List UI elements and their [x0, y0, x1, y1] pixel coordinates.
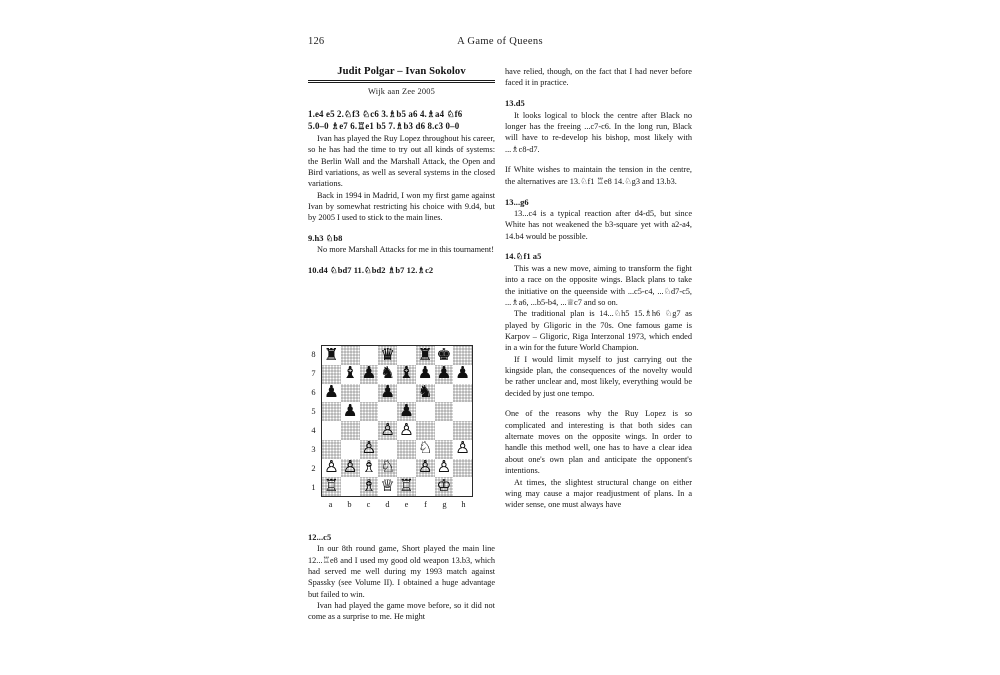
right-paragraph-8: One of the reasons why the Ruy Lopez is so complicated and interesting is that both sides can alternate moves on the opposite wings. In order to handle this method well, one has to have a clear idea about one's own plan and anticipate the opponent's intentions. [505, 409, 692, 476]
board-square-c1 [360, 477, 379, 496]
chess-piece: ♟ [323, 382, 339, 402]
opening-moves-line-2: 5.0–0 ♗e7 6.♖e1 b5 7.♗b3 d6 8.c3 0–0 [308, 121, 460, 132]
file-label: c [366, 499, 371, 509]
board-square-a5 [322, 402, 341, 421]
rank-label: 7 [311, 369, 316, 378]
board-square-b5 [341, 402, 360, 421]
chess-piece: ♙ [323, 457, 339, 477]
chess-piece: ♙ [398, 419, 414, 439]
move-heading-13g6: 13...g6 [505, 196, 529, 207]
chess-piece: ♟ [436, 363, 452, 383]
chess-piece: ♕ [380, 475, 396, 495]
board-square-f5 [416, 402, 435, 421]
rank-label: 6 [311, 388, 316, 397]
board-square-a7 [322, 365, 341, 384]
board-square-h3 [453, 440, 472, 459]
board-square-d4 [378, 421, 397, 440]
move-heading-13d5: 13.d5 [505, 98, 525, 109]
file-label: f [424, 499, 427, 509]
board-square-d3 [378, 440, 397, 459]
board-square-d1 [378, 477, 397, 496]
board-square-b8 [341, 346, 360, 365]
chess-piece: ♘ [380, 457, 396, 477]
chess-piece: ♙ [342, 457, 358, 477]
right-paragraph-2: It looks logical to block the centre after Black no longer has the freeing ...c7-c6. In the long run, Black will have to re-develop his bishop, most likely with ...♗c8-d7. [505, 110, 692, 154]
board-square-f3 [416, 440, 435, 459]
board-square-g2 [435, 459, 454, 478]
board-square-d2 [378, 459, 397, 478]
board-square-h2 [453, 459, 472, 478]
board-square-b1 [341, 477, 360, 496]
rank-labels [308, 345, 319, 497]
board-square-h7 [453, 365, 472, 384]
game-players: Judit Polgar – Ivan Sokolov [337, 66, 466, 77]
right-paragraph-7: If I would limit myself to just carrying out the kingside plan, the consequences of the novelty would be rather unclear and, most likely, everything would be decided by just one tempo. [505, 354, 692, 398]
board-square-b6 [341, 384, 360, 403]
board-square-g5 [435, 402, 454, 421]
right-column [505, 66, 692, 511]
board-square-h6 [453, 384, 472, 403]
rank-label: 1 [311, 483, 316, 492]
rank-label: 3 [311, 445, 316, 454]
board-square-f6 [416, 384, 435, 403]
board-square-b2 [341, 459, 360, 478]
board-square-f1 [416, 477, 435, 496]
board-square-a2 [322, 459, 341, 478]
chess-piece: ♛ [380, 344, 396, 364]
board-square-e1 [397, 477, 416, 496]
chess-piece: ♞ [417, 382, 433, 402]
game-header [308, 66, 495, 96]
board-square-h4 [453, 421, 472, 440]
chess-piece: ♙ [361, 438, 377, 458]
rank-label: 2 [311, 464, 316, 473]
board-square-g7 [435, 365, 454, 384]
file-label: d [385, 499, 390, 509]
board-square-d8 [378, 346, 397, 365]
chess-piece: ♙ [417, 457, 433, 477]
chess-piece: ♖ [323, 475, 339, 495]
move-heading-14: 14.♘f1 a5 [505, 251, 542, 262]
board-square-e2 [397, 459, 416, 478]
board-square-f7 [416, 365, 435, 384]
paragraph-4: In our 8th round game, Short played the main line 12...♖e8 and I used my good old weapon 13.b3, which had served me well during my 1993 match against Spassky (see Volume II). I obtained a huge advantage but failed to win. [308, 544, 495, 599]
chess-piece: ♟ [361, 363, 377, 383]
board-square-c2 [360, 459, 379, 478]
right-paragraph-4: 13...c4 is a typical reaction after d4-d5, but since White has not weakened the b3-square yet with a2-a4, 14.b4 would be possible. [505, 208, 692, 241]
running-head [308, 36, 692, 52]
chess-piece: ♖ [398, 475, 414, 495]
move-heading-10: 10.d4 ♘bd7 11.♘bd2 ♗b7 12.♗c2 [308, 265, 434, 276]
board-outer [311, 344, 473, 511]
board-square-f2 [416, 459, 435, 478]
chess-piece: ♙ [436, 457, 452, 477]
board-square-e3 [397, 440, 416, 459]
board-square-e4 [397, 421, 416, 440]
rank-label: 8 [311, 350, 316, 359]
board-square-e5 [397, 402, 416, 421]
chess-piece: ♜ [417, 344, 433, 364]
board-square-f8 [416, 346, 435, 365]
board-square-a1 [322, 477, 341, 496]
board-square-c3 [360, 440, 379, 459]
opening-moves-line-1: 1.e4 e5 2.♘f3 ♘c6 3.♗b5 a6 4.♗a4 ♘f6 [308, 109, 463, 119]
chess-piece: ♟ [455, 363, 471, 383]
chess-piece: ♘ [417, 438, 433, 458]
move-heading-9: 9.h3 ♘b8 [308, 233, 343, 244]
left-column [308, 108, 495, 277]
right-paragraph-6: The traditional plan is 14...♘h5 15.♗h6 ♘g7 as played by Gligoric in the 70s. One famous game is Karpov – Gligoric, Riga Interzonal 1973, which ended in a win for the future World Champion. [505, 309, 692, 353]
chess-piece: ♙ [455, 438, 471, 458]
file-label: h [461, 499, 466, 509]
board-square-b4 [341, 421, 360, 440]
chess-diagram [308, 345, 495, 511]
game-event: Wijk aan Zee 2005 [367, 87, 435, 97]
rank-label: 4 [311, 426, 316, 435]
chess-piece: ♔ [436, 475, 452, 495]
board-square-h1 [453, 477, 472, 496]
board-square-c8 [360, 346, 379, 365]
move-heading-12: 12...c5 [308, 532, 332, 542]
board-square-a6 [322, 384, 341, 403]
file-label: b [347, 499, 352, 509]
chess-piece: ♟ [342, 400, 358, 420]
right-paragraph-9: At times, the slightest structural change on either wing may cause a major readjustment of plans. In a wider sense, one must always have [505, 477, 692, 510]
chess-piece: ♝ [342, 363, 358, 383]
board-square-c5 [360, 402, 379, 421]
board-square-e7 [397, 365, 416, 384]
board-square-g1 [435, 477, 454, 496]
chess-piece: ♞ [380, 363, 396, 383]
paragraph-1: Ivan has played the Ruy Lopez throughout his career, so he has had the time to try out all kinds of systems: the Berlin Wall and the Marshall Attack, the Open and Bird variations, as well as several systems in the closed variations. [308, 133, 495, 189]
chess-piece: ♝ [398, 363, 414, 383]
board-square-g8 [435, 346, 454, 365]
chess-piece: ♟ [398, 400, 414, 420]
header-rule-thick [308, 80, 495, 82]
paragraph-5: Ivan had played the game move before, so it did not come as a surprise to me. He might [308, 601, 495, 622]
board-square-b7 [341, 365, 360, 384]
chess-piece: ♗ [361, 475, 377, 495]
file-labels [321, 497, 473, 511]
paragraph-3: No more Marshall Attacks for me in this tournament! [317, 245, 494, 255]
board-square-g3 [435, 440, 454, 459]
chess-board [321, 345, 473, 497]
board-square-e6 [397, 384, 416, 403]
chess-piece: ♜ [323, 344, 339, 364]
board-square-b3 [341, 440, 360, 459]
board-square-a4 [322, 421, 341, 440]
page-number: 126 [308, 36, 325, 47]
right-paragraph-5: This was a new move, aiming to transform the fight into a race on the opposite wings. Black plans to take the initiative on the queenside with ...c5-c4, ...♘d7-c5, ...♗a6, ...b5-b4, ...♕c7 and so on. [505, 263, 692, 307]
chess-piece: ♚ [436, 344, 452, 364]
board-square-f4 [416, 421, 435, 440]
chess-piece: ♙ [380, 419, 396, 439]
board-square-c7 [360, 365, 379, 384]
board-square-g4 [435, 421, 454, 440]
board-square-d5 [378, 402, 397, 421]
paragraph-2: Back in 1994 in Madrid, I won my first game against Ivan by somewhat restricting his choice with 9.d4, but by 2005 I used to stick to the main lines. [308, 190, 495, 223]
right-paragraph-1: have relied, though, on the fact that I had never before faced it in practice. [505, 67, 692, 88]
file-label: e [404, 499, 409, 509]
left-column-continued [308, 532, 495, 623]
file-label: a [328, 499, 333, 509]
chess-piece: ♗ [361, 457, 377, 477]
rank-label: 5 [311, 407, 316, 416]
header-rule-thin [308, 82, 495, 83]
board-square-a8 [322, 346, 341, 365]
board-square-h5 [453, 402, 472, 421]
board-square-h8 [453, 346, 472, 365]
board-square-d7 [378, 365, 397, 384]
chess-piece: ♟ [417, 363, 433, 383]
board-square-a3 [322, 440, 341, 459]
board-square-d6 [378, 384, 397, 403]
board-square-c6 [360, 384, 379, 403]
board-square-e8 [397, 346, 416, 365]
file-label: g [442, 499, 447, 509]
chess-piece: ♟ [380, 382, 396, 402]
right-paragraph-3: If White wishes to maintain the tension in the centre, the alternatives are 13.♘f1 ♖e8 14.♘g3 and 13.b3. [505, 165, 692, 186]
book-title: A Game of Queens [457, 36, 543, 47]
board-square-g6 [435, 384, 454, 403]
board-square-c4 [360, 421, 379, 440]
